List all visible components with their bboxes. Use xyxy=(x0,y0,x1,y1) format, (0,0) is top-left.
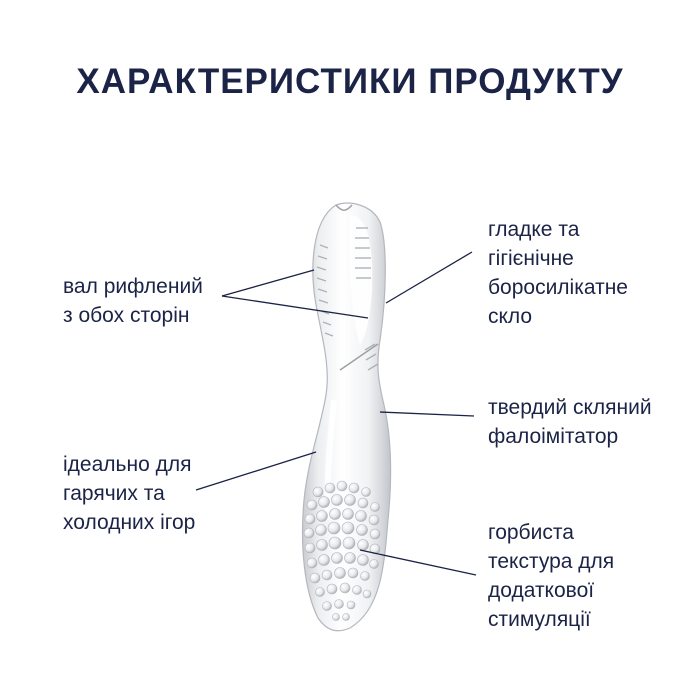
feature-text: боросилікатне xyxy=(488,276,628,299)
feature-text: стимуляції xyxy=(488,608,591,631)
feature-text: твердий скляний xyxy=(488,396,652,419)
callout-line-ribbed-left xyxy=(222,270,314,296)
feature-label-ribbed xyxy=(63,272,203,330)
feature-label-bumpy-texture xyxy=(488,518,614,634)
feature-text: горбиста xyxy=(488,521,574,544)
feature-text: вал рифлений xyxy=(63,275,203,298)
feature-text: холодних ігор xyxy=(63,511,196,534)
feature-text: гарячих та xyxy=(63,482,165,505)
feature-text: з обох сторін xyxy=(63,304,190,327)
feature-label-smooth-glass xyxy=(488,215,628,331)
callout-line-smooth xyxy=(386,252,472,303)
page-title: ХАРАКТЕРИСТИКИ ПРОДУКТУ xyxy=(76,62,624,101)
callout-line-hard xyxy=(380,412,474,416)
feature-label-hot-cold xyxy=(63,450,195,537)
feature-text: текстура для xyxy=(488,550,615,573)
feature-text: фалоімітатор xyxy=(488,425,619,448)
feature-text: скло xyxy=(488,305,533,328)
feature-text: додаткової xyxy=(488,579,595,602)
feature-text: ідеально для xyxy=(63,453,192,476)
feature-text: гладке та xyxy=(488,218,580,241)
feature-label-hard-glass xyxy=(488,393,652,451)
callout-line-hot-cold xyxy=(196,452,316,490)
feature-text: гігієнічне xyxy=(488,247,574,270)
